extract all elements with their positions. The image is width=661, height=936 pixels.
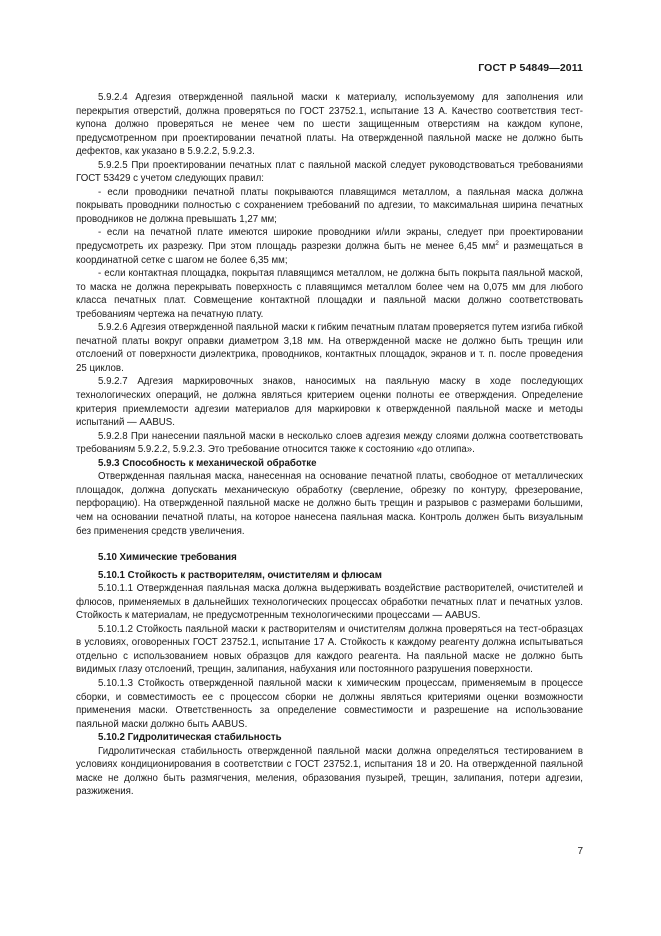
document-body: [76, 91, 583, 799]
paragraph-text: 5.10.1 Стойкость к растворителям, очистителям и флюсам: [98, 569, 382, 581]
paragraph-text: 5.9.2.7 Адгезия маркировочных знаков, наносимых на паяльную маску в ходе последующих технологических операций, не должна являться критерием оценки полноты ее отверждения. Определение критерия приемлемости адгезии материалов для маркировки к отвержденной паяльной маске и методы испытаний — AABUS.: [76, 376, 583, 429]
paragraph: [76, 186, 583, 227]
paragraph-text: 5.9.2.5 При проектировании печатных плат с паяльной маской следует руководствоваться требованиями ГОСТ 53429 с учетом следующих правил:: [76, 159, 583, 185]
paragraph-text: Гидролитическая стабильность отвержденной паяльной маски должна определяться тестированием в условиях кондиционирования в соответствии с ГОСТ 23752.1, испытания 18 и 20. На отвержденной паяльной маске не должно быть размягчения, меления, образования пузырей, трещин, залипания, потери адгезии, разжижения.: [76, 745, 583, 798]
paragraph-text: 5.9.2.8 При нанесении паяльной маски в несколько слоев адгезия между слоями должна соответствовать требованиям 5.9.2.2, 5.9.2.3. Это требование относится также к состоянию «до отлипа».: [76, 430, 583, 456]
paragraph-text: - если проводники печатной платы покрываются плавящимся металлом, а паяльная маска должна покрывать проводники полностью с сохранением требований по адгезии, то максимальная ширина печатных проводников не должна превышать 1,27 мм;: [76, 186, 583, 225]
paragraph-text: 5.9.2.6 Адгезия отвержденной паяльной маски к гибким печатным платам проверяется путем изгиба гибкой печатной платы вокруг оправки диаметром 3,18 мм. На отвержденной маске не должно быть трещин или отслоений от поверхности диэлектрика, проводников, контактных площадок, экранов и т. п. после проведения 25 циклов.: [76, 322, 583, 374]
paragraph: [76, 267, 583, 321]
paragraph: [76, 745, 583, 799]
section-heading: [76, 551, 583, 565]
section-heading: [76, 569, 583, 583]
paragraph: [76, 375, 583, 429]
paragraph: [76, 321, 583, 375]
paragraph: [76, 677, 583, 731]
paragraph-text: 5.10 Химические требования: [98, 552, 237, 564]
paragraph-text: 5.9.2.4 Адгезия отвержденной паяльной маски к материалу, используемому для заполнения или перекрытия отверстий, должна проверяться по ГОСТ 23752.1, испытание 13 А. Качество соответствия тест-купона должно проверяться не менее чем по шести защищенным отверстиям на каждом купоне, предусмотренном при проектировании печатной платы. На отвержденной паяльной маске не должно быть дефектов, как указано в 5.9.2.2, 5.9.2.3.: [76, 92, 583, 158]
paragraph-text: Отвержденная паяльная маска, нанесенная на основание печатной платы, свободное от металлических площадок, должна допускать механическую обработку (сверление, обрезку по контуру, фрезерование, перфорацию). На отвержденной паяльной маске не должно быть трещин и разрывов с размерами большими, чем на основании печатной платы, на которое нанесена паяльная маска. Контроль должен быть визуальным без применения средств увеличения.: [76, 471, 583, 537]
standard-designation: ГОСТ Р 54849—2011: [478, 62, 583, 74]
paragraph-text: 5.10.1.2 Стойкость паяльной маски к растворителям и очистителям должна проверяться на тест-образцах в условиях, оговоренных ГОСТ 23752.1, испытание 17 А. Стойкость к каждому реагенту должна испытываться отдельно с использованием новых образцов для каждого реагента. На паяльной маске не должно быть видимых глазу отслоений, трещин, залипания, набухания или постоянного разрушения поверхности.: [76, 623, 583, 676]
page-number: 7: [577, 846, 583, 857]
paragraph: [76, 226, 583, 267]
paragraph-text-tail: и размещаться в координатной сетке с шагом не более 6,35 мм;: [76, 241, 584, 266]
paragraph-text: 5.10.1.1 Отвержденная паяльная маска должна выдерживать воздействие растворителей, очистителей и флюсов, применяемых в дальнейших технологических процессах обработки печатных плат и печатных узлов. Стойкость к материалам, не предусмотренным технологическими процессами — AABUS.: [76, 583, 583, 622]
superscript: 2: [495, 239, 499, 247]
paragraph: [76, 623, 583, 677]
paragraph: [76, 159, 583, 186]
paragraph-text: 5.9.3 Способность к механической обработке: [98, 457, 317, 469]
section-heading: [76, 731, 583, 745]
paragraph-text: 5.10.1.3 Стойкость отвержденной паяльной маски к химическим процессам, применяемым в процессе сборки, и совместимость ее с процессом сборки не должны являться критериями оценки возможности применения маски. Ответственность за определение совместимости и разрешение на использование паяльной маски должно быть AABUS.: [76, 677, 583, 730]
paragraph: [76, 91, 583, 159]
paragraph: [76, 430, 583, 457]
paragraph: [76, 582, 583, 623]
paragraph: [76, 470, 583, 538]
section-heading: [76, 457, 583, 471]
paragraph-text: - если на печатной плате имеются широкие проводники и/или экраны, следует при проектировании предусмотреть их разрезку. При этом площадь разрезки должна быть не менее 6,45 мм: [76, 227, 583, 253]
paragraph-text: 5.10.2 Гидролитическая стабильность: [98, 732, 282, 744]
paragraph-text: - если контактная площадка, покрытая плавящимся металлом, не должна быть покрыта паяльной маской, то маска не должна перекрывать поверхность с плавящимся металлом более чем на 0,075 мм для любого класса печатных плат. Совмещение контактной площадки и паяльной маски должно соответствовать требованиям чертежа на печатную плату.: [76, 268, 583, 320]
